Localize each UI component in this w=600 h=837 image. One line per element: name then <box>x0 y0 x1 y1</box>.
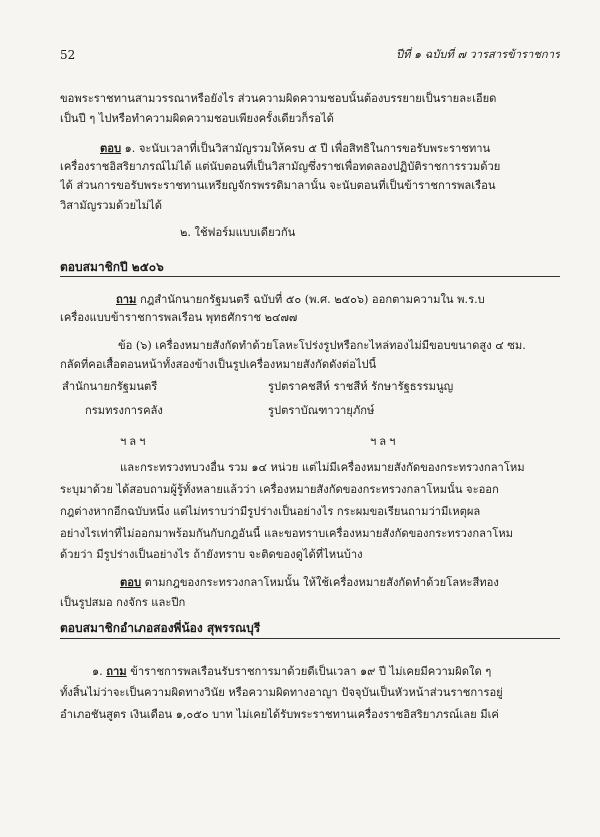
paragraph-line: กลัดที่คอเสื้อตอนหน้าทั้งสองข้างเป็นรูปเครื่องหมายสังกัดดังต่อไปนี้ <box>60 358 377 371</box>
question-text: ข้าราชการพลเรือนรับราชการมาด้วยดีเป็นเวลา ๑๙ ปี ไม่เคยมีความผิดใด ๆ <box>130 665 492 678</box>
question-label: ถาม <box>116 292 137 306</box>
paragraph-line: ด้วยว่า มีรูปร่างเป็นอย่างไร ถ้ายังทราบ จะติดของดูได้ที่ไหนบ้าง <box>60 548 363 561</box>
paragraph-line: ทั้งสิ้นไม่ว่าจะเป็นความผิดทางวินัย หรือความผิดทางอาญา ปัจจุบันเป็นหัวหน้าส่วนราชการอยู่ <box>60 686 503 699</box>
paragraph-line: ข้อ (๖) เครื่องหมายสังกัดทำด้วยโลหะโปร่งรูปหรือกะไหล่ทองไม่มีขอบขนาดสูง ๔ ซม. <box>118 339 526 352</box>
page-number: 52 <box>60 48 76 62</box>
paragraph-line: วิสามัญรวมด้วยไม่ได้ <box>60 199 162 212</box>
answer-text: ตามกฎของกระทรวงกลาโหมนั้น ให้ใช้เครื่องหมายสังกัดทำด้วยโลหะสีทอง <box>144 576 499 589</box>
paragraph-line: เครื่องแบบข้าราชการพลเรือน พุทธศักราช ๒๔๗๗ <box>60 311 298 324</box>
paragraph-line: อย่างไรเท่าที่ไม่ออกมาพร้อมกันกับกฎอันนี้ และขอทราบเครื่องหมายสังกัดของกระทรวงกลาโหม <box>60 527 514 540</box>
answer-label: ตอบ <box>100 141 122 155</box>
question-text: กฎสำนักนายกรัฐมนตรี ฉบับที่ ๕๐ (พ.ศ. ๒๕๐๖) ออกตามความใน พ.ร.บ <box>140 293 485 306</box>
answer-line <box>60 574 560 591</box>
question-line <box>60 663 560 680</box>
table-org: สำนักนายกรัฐมนตรี <box>62 380 158 393</box>
paragraph-line: ๒. ใช้ฟอร์มแบบเดียวกัน <box>180 226 296 239</box>
answer-label: ตอบ <box>120 575 142 589</box>
etc-mark: ฯลฯ <box>120 435 149 448</box>
paragraph-line: และกระทรวงทบวงอื่น รวม ๑๔ หน่วย แต่ไม่มีเครื่องหมายสังกัดของกระทรวงกลาโหม <box>120 461 525 474</box>
section-heading: ตอบสมาชิกอำเภอสองพี่น้อง สุพรรณบุรี <box>60 621 261 635</box>
table-emblem: รูปตราบัณฑาวายุภักษ์ <box>268 404 375 417</box>
etc-mark: ฯลฯ <box>370 435 399 448</box>
paragraph-line: กฎต่างหากอีกฉบับหนึ่ง แต่ไม่ทราบว่ามีรูปร่างเป็นอย่างไร กระผมขอเรียนถามว่ามีเหตุผล <box>60 505 481 518</box>
paragraph-line: อำเภอชันสูตร เงินเดือน ๑,๐๕๐ บาท ไม่เคยได้รับพระราชทานเครื่องราชอิสริยาภรณ์เลย มีเค่ <box>60 708 499 721</box>
table-emblem: รูปตราคชสีห์ ราชสีห์ รักษารัฐธรรมนูญ <box>268 380 454 393</box>
table-org: กรมทรงการคลัง <box>85 404 163 417</box>
paragraph-line: ระบุมาด้วย ได้สอบถามผู้รู้ทั้งหลายแล้วว่า เครื่องหมายสังกัดของกระทรวงกลาโหมนั้น จะออก <box>60 483 499 496</box>
paragraph-line: ได้ ส่วนการขอรับพระราชทานเหรียญจักรพรรดิมาลานั้น จะนับตอนที่เป็นข้าราชการพลเรือน <box>60 179 496 192</box>
paragraph-line: เป็นปี ๆ ไปหรือทำความผิดความชอบเพียงครั้งเดียวก็รอได้ <box>60 112 334 125</box>
paragraph-line: เครื่องราชอิสริยาภรณ์ไม่ได้ แต่นับตอนที่เป็นวิสามัญซึ่งราชเพื่อทดลองปฏิบัติราชการรวมด้วย <box>60 160 501 173</box>
paragraph-line: เป็นรูปสมอ กงจักร และปีก <box>60 596 186 609</box>
question-number: ๑. <box>92 665 103 678</box>
section-rule <box>60 638 560 639</box>
question-line <box>60 291 560 308</box>
question-label: ถาม <box>106 664 127 678</box>
answer-line <box>60 140 560 157</box>
paragraph-line: ขอพระราชทานสามวรรณาหรือยังไร ส่วนความผิดความชอบนั้นต้องบรรยายเป็นรายละเอียด <box>60 92 497 105</box>
running-title: ปีที่ ๑ ฉบับที่ ๗ วารสารข้าราชการ <box>396 48 560 61</box>
answer-text: ๑. จะนับเวลาที่เป็นวิสามัญรวมให้ครบ ๕ ปี เพื่อสิทธิในการขอรับพระราชทาน <box>124 142 491 155</box>
section-rule <box>60 276 560 277</box>
section-heading: ตอบสมาชิกปี ๒๕๐๖ <box>60 260 164 274</box>
